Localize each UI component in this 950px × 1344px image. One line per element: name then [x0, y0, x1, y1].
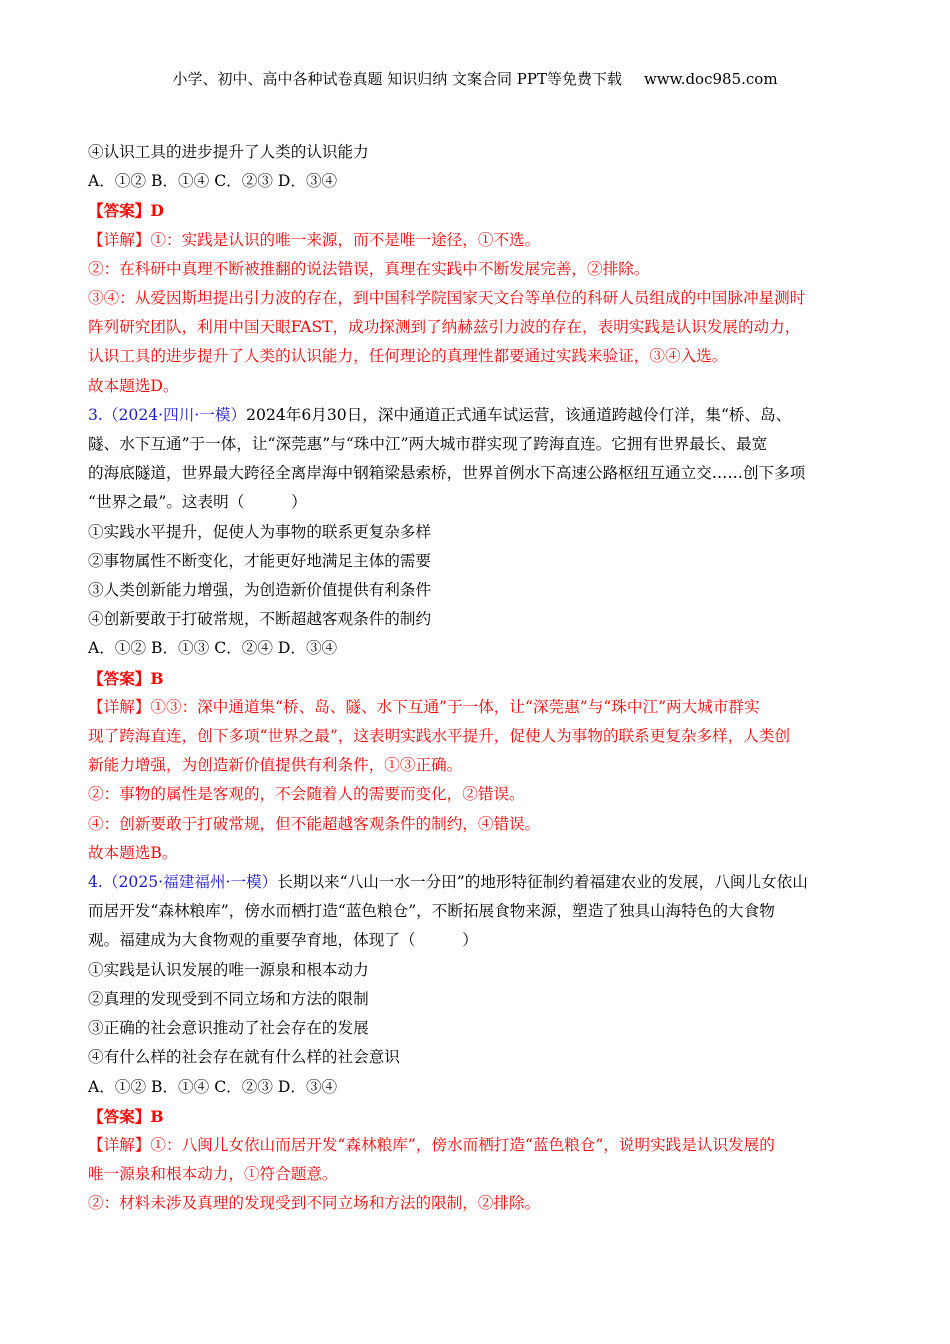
q3-explain-line: 现了跨海直连，创下多项“世界之最”，这表明实践水平提升，促使人为事物的联系更复杂多样，人类创: [88, 727, 791, 746]
q4-stem-line: 而居开发“森林粮库”，傍水而栖打造“蓝色粮仓”，不断拓展食物来源，塑造了独具山海特色的大食物: [88, 902, 775, 921]
q3-explain-line: 新能力增强，为创造新价值提供有利条件，①③正确。: [88, 756, 463, 775]
q2-explain-line: [88, 226, 866, 255]
q4-explain-line: ②：材料未涉及真理的发现受到不同立场和方法的限制，②排除。: [88, 1194, 541, 1213]
q3-number: 3.: [88, 405, 103, 424]
q4-stem-line: 观。福建成为大食物观的重要孕育地，体现了（ ）: [88, 931, 478, 950]
q2-explain-label: 【详解】: [88, 230, 151, 249]
q3-answer: [88, 664, 866, 693]
q4-stem-text: 长期以来“八山一水一分田”的地形特征制约着福建农业的发展，八闽儿女依山: [277, 873, 808, 892]
q3-source: （2024·四川·一模）: [102, 405, 247, 424]
q4-answer-label: 【答案】: [88, 1106, 151, 1126]
q2-answer-label: 【答案】: [88, 201, 151, 221]
q4-explain-line: 唯一源泉和根本动力，①符合题意。: [88, 1165, 338, 1184]
q2-answer: [88, 196, 866, 225]
q4-option-3: ③正确的社会意识推动了社会存在的发展: [88, 1019, 369, 1038]
q3-option-3: ③人类创新能力增强，为创造新价值提供有利条件: [88, 581, 432, 600]
q3-choices: A．①② B．①③ C．②④ D．③④: [88, 639, 338, 658]
q4-source: （2025·福建福州·一模）: [102, 873, 278, 892]
q3-option-4: ④创新要敢于打破常规，不断超越客观条件的制约: [88, 610, 432, 629]
q3-stem-text: 2024年6月30日，深中通道正式通车试运营，该通道跨越伶仃洋，集“桥、岛、: [246, 405, 792, 424]
q3-option-1: ①实践水平提升，促使人为事物的联系更复杂多样: [88, 522, 432, 541]
q2-explain-text: ①：实践是认识的唯一来源，而不是唯一途径，①不选。: [150, 230, 541, 249]
q4-explain-text: ①：八闽儿女依山而居开发“森林粮库”，傍水而栖打造“蓝色粮仓”，说明实践是认识发展的: [150, 1135, 775, 1154]
q3-conclusion: 故本题选B。: [88, 843, 178, 862]
q4-option-4: ④有什么样的社会存在就有什么样的社会意识: [88, 1048, 400, 1067]
header-text: 小学、初中、高中各种试卷真题 知识归纳 文案合同 PPT等免费下载: [172, 70, 622, 88]
document-body: [88, 138, 866, 1219]
q2-explain-line: 阵列研究团队，利用中国天眼FAST，成功探测到了纳赫兹引力波的存在，表明实践是认识发展的动力，: [88, 318, 801, 337]
q3-explain-label: 【详解】: [88, 697, 151, 716]
q2-explain-line: 认识工具的进步提升了人类的认识能力，任何理论的真理性都要通过实践来验证，③④入选。: [88, 347, 728, 366]
q2-answer-value: D: [150, 201, 164, 221]
q2-option-4: ④认识工具的进步提升了人类的认识能力: [88, 143, 369, 161]
q3-answer-value: B: [150, 668, 164, 688]
q2-choices: A．①② B．①④ C．②③ D．③④: [88, 172, 338, 191]
page-header: [0, 68, 950, 89]
q4-answer-value: B: [150, 1106, 164, 1126]
q4-stem-line: [88, 868, 866, 897]
q3-explain-line: ②：事物的属性是客观的，不会随着人的需要而变化，②错误。: [88, 785, 525, 804]
q4-explain-label: 【详解】: [88, 1135, 151, 1154]
q3-stem-line: 的海底隧道，世界最大跨径全离岸海中钢箱梁悬索桥，世界首例水下高速公路枢纽互通立交……创下多项: [88, 464, 806, 483]
q4-answer: [88, 1102, 866, 1131]
q2-explain-line: ②：在科研中真理不断被推翻的说法错误，真理在实践中不断发展完善，②排除。: [88, 259, 650, 278]
q4-option-2: ②真理的发现受到不同立场和方法的限制: [88, 989, 369, 1008]
q4-number: 4.: [88, 873, 103, 892]
q3-stem-line: “世界之最”。这表明（ ）: [88, 493, 307, 512]
q3-option-2: ②事物属性不断变化，才能更好地满足主体的需要: [88, 551, 432, 570]
q3-explain-text: ①③：深中通道集“桥、岛、隧、水下互通”于一体，让“深莞惠”与“珠中江”两大城市群实: [150, 697, 760, 716]
q2-explain-line: ③④：从爱因斯坦提出引力波的存在，到中国科学院国家天文台等单位的科研人员组成的中国脉冲星测时: [88, 289, 806, 308]
q3-stem-line: [88, 401, 866, 430]
q2-conclusion: 故本题选D。: [88, 376, 179, 395]
q3-answer-label: 【答案】: [88, 668, 151, 688]
q4-explain-line: [88, 1131, 866, 1160]
q3-explain-line: ④：创新要敢于打破常规，但不能超越客观条件的制约，④错误。: [88, 814, 541, 833]
q3-explain-line: [88, 693, 866, 722]
q4-choices: A．①② B．①④ C．②③ D．③④: [88, 1077, 338, 1096]
header-site: www.doc985.com: [643, 70, 778, 88]
q4-option-1: ①实践是认识发展的唯一源泉和根本动力: [88, 960, 369, 979]
q3-stem-line: 隧、水下互通”于一体，让“深莞惠”与“珠中江”两大城市群实现了跨海直连。它拥有世界最长、最宽: [88, 435, 768, 454]
